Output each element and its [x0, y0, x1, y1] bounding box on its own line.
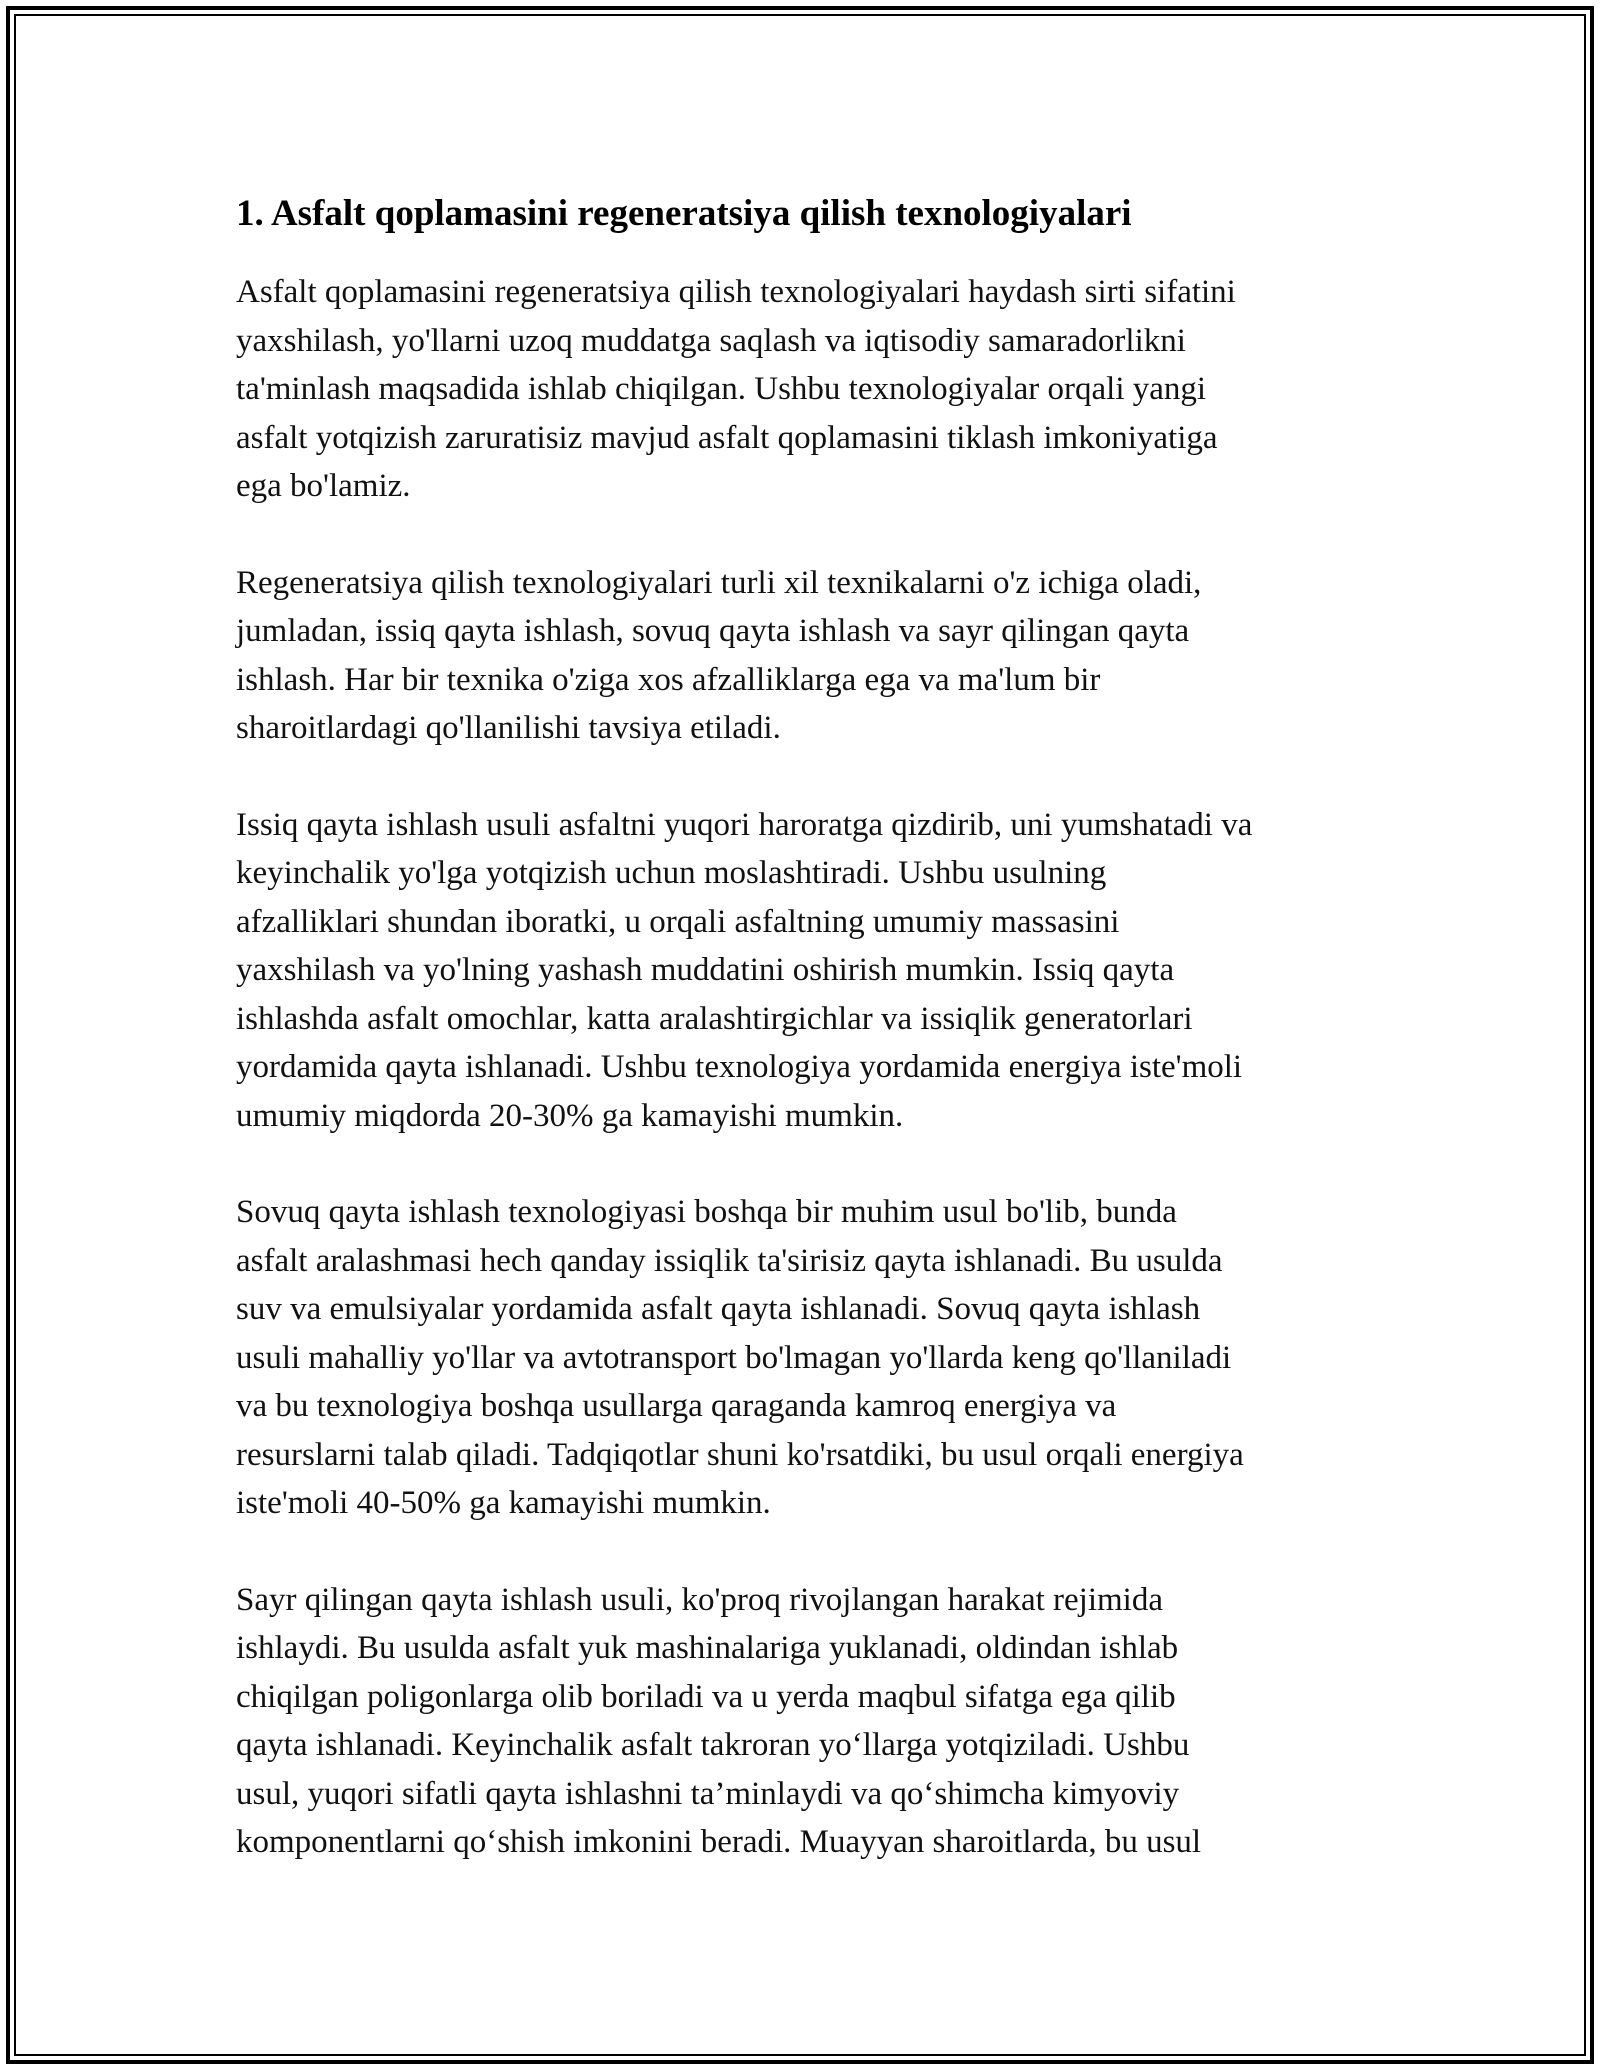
paragraph-plant-recycling: Sayr qilingan qayta ishlash usuli, ko'proq rivojlangan harakat rejimida ishlaydi. Bu usulda asfalt yuk mashinalariga yuklanadi, oldindan ishlab chiqilgan poligonlarga olib boriladi va u yerda maqbul sifatga ega qilib qayta ishlanadi. Keyinchalik asfalt takroran yo‘llarga yotqiziladi. Ushbu usul, yuqori sifatli qayta ishlashni ta’minlaydi va qo‘shimcha kimyoviy komponentlarni qo‘shish imkonini beradi. Muayyan sharoitlarda, bu usul — [236, 1581, 1202, 1860]
paragraph-intro: Asfalt qoplamasini regeneratsiya qilish texnologiyalari haydash sirti sifatini yaxshilash, yo'llarni uzoq muddatga saqlash va iqtisodiy samaradorlikni ta'minlash maqsadida ishlab chiqilgan. Ushbu texnologiyalar orqali yangi asfalt yotqizish zaruratisiz mavjud asfalt qoplamasini tiklash imkoniyatiga ega bo'lamiz. — [236, 274, 1236, 504]
paragraph-hot-recycling: Issiq qayta ishlash usuli asfaltni yuqori haroratga qizdirib, uni yumshatadi va keyinchalik yo'lga yotqizish uchun moslashtiradi. Ushbu usulning afzalliklari shundan iboratki, u orqali asfaltning umumiy massasini yaxshilash va yo'lning yashash muddatini oshirish mumkin. Issiq qayta ishlashda asfalt omochlar, katta aralashtirgichlar va issiqlik generatorlari yordamida qayta ishlanadi. Ushbu texnologiya yordamida energiya iste'moli umumiy miqdorda 20-30% ga kamayishi mumkin. — [236, 806, 1253, 1134]
section-heading: 1. Asfalt qoplamasini regeneratsiya qilish texnologiyalari — [236, 193, 1132, 234]
paragraph-techniques: Regeneratsiya qilish texnologiyalari turli xil texnikalarni o'z ichiga oladi, jumladan, issiq qayta ishlash, sovuq qayta ishlash va sayr qilingan qayta ishlash. Har bir texnika o'ziga xos afzalliklarga ega va ma'lum bir sharoitlardagi qo'llanilishi tavsiya etiladi. — [236, 564, 1202, 746]
paragraph-cold-recycling: Sovuq qayta ishlash texnologiyasi boshqa bir muhim usul bo'lib, bunda asfalt aralashmasi hech qanday issiqlik ta'sirisiz qayta ishlanadi. Bu usulda suv va emulsiyalar yordamida asfalt qayta ishlanadi. Sovuq qayta ishlash usuli mahalliy yo'llar va avtotransport bo'lmagan yo'llarda keng qo'llaniladi va bu texnologiya boshqa usullarga qaraganda kamroq energiya va resurslarni talab qiladi. Tadqiqotlar shuni ko'rsatdiki, bu usul orqali energiya iste'moli 40-50% ga kamayishi mumkin. — [236, 1194, 1244, 1521]
document-body — [236, 186, 1376, 1915]
